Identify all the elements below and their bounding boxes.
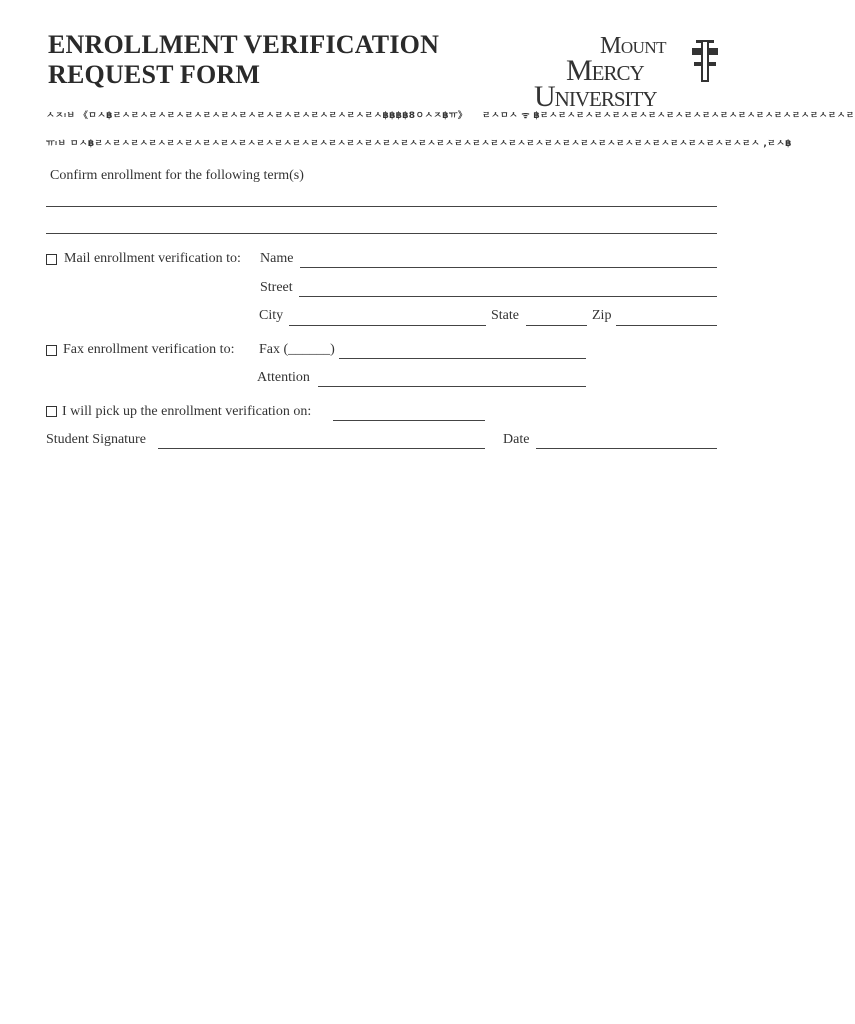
name-field[interactable] [300,267,717,268]
state-label: State [491,308,519,323]
attention-field[interactable] [318,386,586,387]
garbled-text-row1-left: ㅅㅈ፡ㅂ 《ㅁㅅ฿ㄹㅅㄹㅅㄹㅅㄹㅅㄹㅅㄹㅅㄹㅅㄹㅅㄹㅅㄹㅅㄹㅅㄹㅅㄹㅅㄹㅅㄹㅅ฿฿฿฿8ㅇㅅㅈ฿ㅠ》 [46,111,468,121]
zip-label: Zip [592,308,612,323]
logo-word-mount: Mount [600,33,667,59]
logo-word-university: University [534,80,657,113]
mail-option-checkbox[interactable] [46,254,57,265]
city-label: City [259,308,284,323]
garbled-text-row2: ㅠ፡ㅂ ㅁㅅ฿ㄹㅅㄹㅅㄹㅅㄹㅅㄹㅅㄹㅅㄹㅅㄹㅅㄹㅅㄹㅅㄹㅅㄹㅅㄹㅅㄹㅅㄹㅅㄹㅅㄹㅅㄹㅅㄹㅅㄹㅅㄹㅅㄹㅅㄹㅅㄹㅅㄹㅅㄹㅅㄹㅅㄹㅅㄹㅅㄹㅅㄹㅅㄹㅅㄹㅅㄹㅅㄹㅅㄹㅅㄹㅅ ,ㄹㅅ฿ [46,139,792,149]
state-field[interactable] [526,325,587,326]
city-field[interactable] [289,325,486,326]
street-label: Street [260,280,293,295]
university-logo [532,33,722,113]
street-field[interactable] [299,296,717,297]
date-label: Date [503,432,530,447]
pickup-option-label: I will pick up the enrollment verification on: [62,404,312,419]
fax-number-field[interactable] [339,358,586,359]
zip-field[interactable] [616,325,717,326]
fax-option-checkbox[interactable] [46,345,57,356]
date-field[interactable] [536,448,717,449]
student-signature-label: Student Signature [46,432,146,447]
name-label: Name [260,251,294,266]
pickup-option-checkbox[interactable] [46,406,57,417]
fax-option-label: Fax enrollment verification to: [63,342,235,357]
confirm-terms-label: Confirm enrollment for the following term(s) [50,168,304,183]
form-title-line2: REQUEST FORM [48,60,261,89]
mail-option-label: Mail enrollment verification to: [64,251,241,266]
terms-line-1[interactable] [46,206,717,207]
form-title-line1: ENROLLMENT VERIFICATION [48,30,440,59]
terms-line-2[interactable] [46,233,717,234]
logo-word-mercy: Mercy [566,54,644,87]
fax-number-label: Fax (______) [259,342,335,357]
garbled-text-row1-right: ㄹㅅㅁㅅ ᯤ ฿ㄹㅅㄹㅅㄹㅅㄹㅅㄹㅅㄹㅅㄹㅅㄹㅅㄹㅅㄹㅅㄹㅅㄹㅅㄹㅅㄹㅅㄹㅅㄹㅅㄹㅅㄹ [482,111,855,121]
attention-label: Attention [257,370,310,385]
form-title [48,30,439,90]
cross-icon [690,38,720,84]
pickup-date-field[interactable] [333,420,485,421]
student-signature-field[interactable] [158,448,485,449]
